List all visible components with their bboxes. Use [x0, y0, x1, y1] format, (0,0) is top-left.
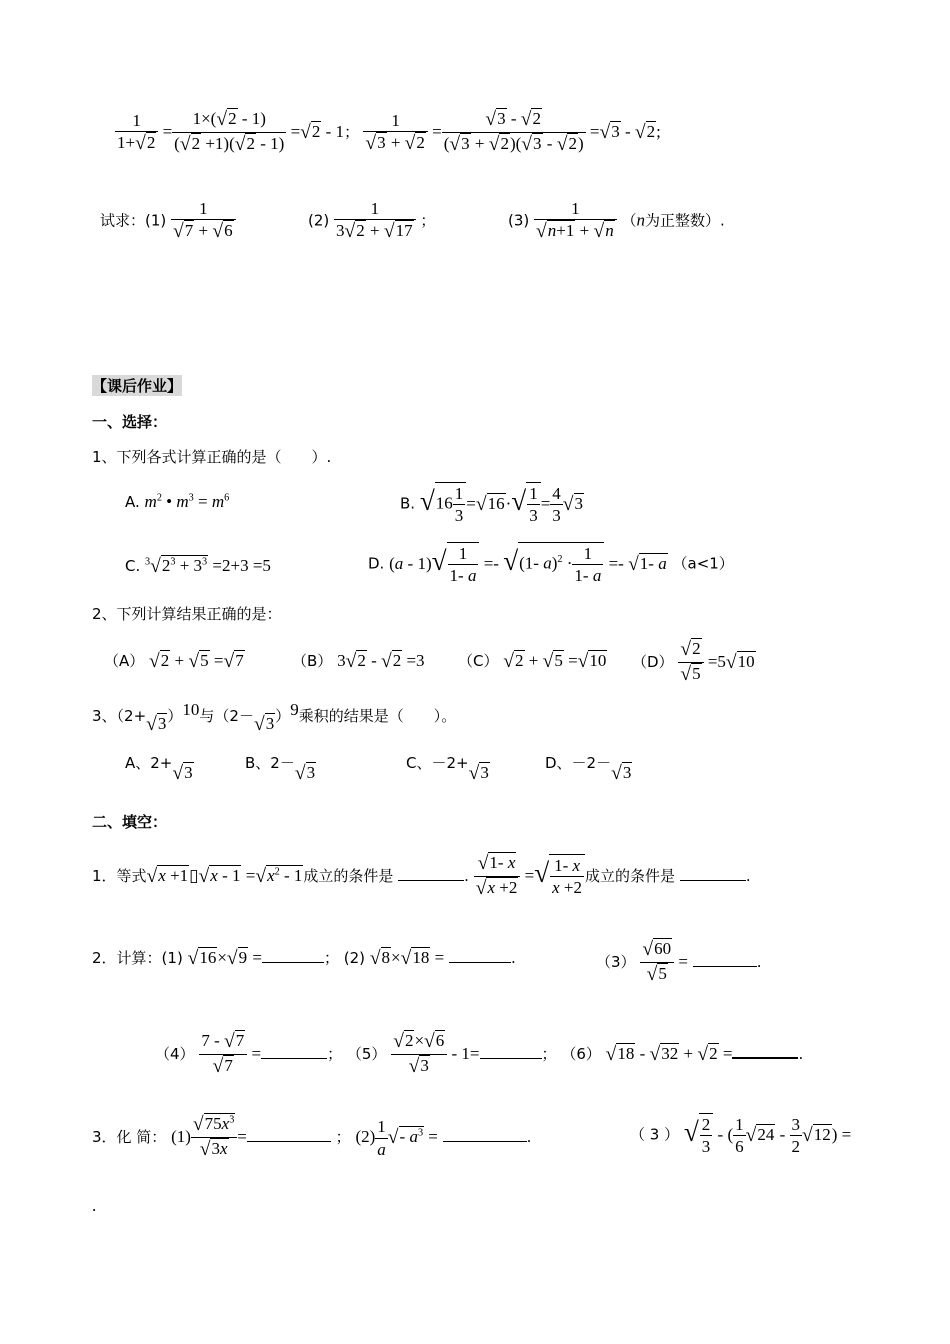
- f2-dot-1: .: [511, 949, 516, 967]
- sep: ；: [344, 122, 360, 141]
- f2-semi-1: ；: [323, 949, 339, 967]
- q2-option-c: （C） √2 + √5 =√10: [458, 650, 607, 672]
- q3-part-a: 3、（2+: [92, 707, 147, 725]
- f3-dot: .: [526, 1127, 532, 1146]
- q3-c-label: C、－2+: [406, 754, 469, 772]
- q1-option-a: A. $m^2$ • $m^3 = m^6$: [125, 492, 230, 511]
- q3-stem: 3、$(2+√3)^{10}$与$(2-√3)^9$乘积的结果是（ ）。: [92, 700, 457, 735]
- q2-option-d: （D） $\frac{√2}{√5}$ =5√10: [632, 638, 756, 688]
- f1-label: 1．等式: [92, 866, 147, 885]
- homework-title: 【课后作业】: [92, 377, 183, 395]
- q3-option-a: A、2+√3: [125, 754, 193, 784]
- f2-blank-5[interactable]: [480, 1057, 542, 1059]
- f1-dot: .: [464, 866, 469, 885]
- q3-b-label: B、2－: [245, 754, 295, 772]
- q1-b-label: B.: [400, 494, 416, 513]
- f3-p1: (1): [171, 1126, 191, 1146]
- f2-p3: （3）: [596, 952, 636, 971]
- f3-label: 3．化 简：: [92, 1127, 167, 1146]
- q2-b-label: （B）: [292, 652, 333, 670]
- fill-2-row1: 2．计算：(1) √16×√9 = ； (2) √8×√18 = .: [92, 947, 516, 969]
- f2-p4: （4）: [155, 1044, 195, 1063]
- q1-c-label: C.: [125, 557, 141, 575]
- f1-blank-2[interactable]: [680, 879, 746, 881]
- f3-blank-1[interactable]: [247, 1140, 331, 1142]
- try-label: 试求：(1): [100, 211, 167, 230]
- q1-a-label: A.: [125, 493, 140, 511]
- q3-exp-10: 10: [182, 700, 200, 719]
- q2-d-label: （D）: [632, 652, 674, 671]
- q2-c-label: （C）: [458, 652, 499, 670]
- q3-option-b: B、2－√3: [245, 754, 316, 784]
- q2-option-b: （B） 3√2 - √2 =3: [292, 650, 425, 672]
- q3-exp-9: 9: [290, 700, 299, 719]
- f1-dot-2: .: [745, 866, 751, 885]
- f3-blank-2[interactable]: [443, 1140, 527, 1142]
- try-p3-label: (3): [508, 211, 530, 230]
- f2-p5: （5）: [346, 1044, 387, 1063]
- q1-d-label: D.: [368, 554, 385, 573]
- q1-option-b: B. √16 $\frac{1}{3}$ =√16·√ $\frac{1}{3}$ = $\frac{4}{3}$ √3: [400, 484, 584, 526]
- q2-a-label: （A）: [104, 652, 145, 670]
- f2-dot-2: .: [756, 952, 762, 971]
- fill-2-p3: （3） $\frac{√60}{√5}$ = .: [596, 938, 761, 988]
- fill-1: 1．等式√x +1▯√x - $1 =√x^2 - 1$成立的条件是 . $\frac{√1- x}{√x +2}$ =√ $\frac{1- x}{x +2}$ 成立的条件是 .: [92, 852, 751, 902]
- f2-p6: （6）: [561, 1044, 601, 1063]
- q1-d-note: （a<1）: [672, 554, 734, 573]
- try-p2-label: (2): [308, 211, 330, 230]
- q2-stem: 2、下列计算结果正确的是：: [92, 605, 282, 623]
- q3-a-label: A、2+: [125, 754, 173, 772]
- f2-semi-3: ；: [541, 1044, 557, 1063]
- q1-stem: 1、下列各式计算正确的是（ ）.: [92, 448, 332, 466]
- f3-semi: ；: [335, 1127, 351, 1146]
- try-p3-note-b: 为正整数）.: [644, 211, 725, 230]
- try-p2: (2) $\frac{1}{3√2 + √17}$ ；: [308, 198, 435, 245]
- part1-heading: 一、选择：: [92, 413, 168, 431]
- f2-semi-2: ；: [327, 1044, 343, 1063]
- q3-option-c: C、－2+√3: [406, 754, 489, 784]
- try-p3: (3) $\frac{1}{√n+1 + √n}$ （n为正整数）.: [508, 198, 725, 245]
- q3-part-c: 与（2－: [199, 707, 254, 725]
- f2-blank-3[interactable]: [693, 965, 757, 967]
- try-p2-end: ；: [420, 211, 436, 230]
- f2-blank-1[interactable]: [262, 961, 324, 963]
- q3-part-b2: ）: [275, 707, 291, 725]
- try-p3-note-a: （: [621, 211, 637, 230]
- q3-part-b: ）: [167, 707, 183, 725]
- try-p3-n: n: [636, 210, 645, 230]
- f2-blank-2[interactable]: [449, 961, 511, 963]
- f1-cond-1: 成立的条件是: [303, 866, 394, 885]
- q3-option-d: D、－2－√3: [545, 754, 632, 784]
- example-end: ;: [656, 121, 661, 141]
- fill-3-p3: （ 3 ） √ $\frac{2}{3}$ - ( $\frac{1}{6}$ √24 - $\frac{3}{2}$ √12) =: [630, 1115, 852, 1157]
- f1-blank-1[interactable]: [398, 879, 464, 881]
- f2-blank-4[interactable]: [261, 1057, 327, 1059]
- f3-p3: （ 3 ）: [630, 1125, 680, 1144]
- q3-d-label: D、－2－: [545, 754, 612, 772]
- part2-heading: 二、填空：: [92, 813, 168, 831]
- end-dot: .: [92, 1196, 97, 1215]
- f3-p2: (2): [355, 1126, 376, 1146]
- try-line: 试求：(1) $\frac{1}{√7 + √6}$: [100, 198, 236, 245]
- f2-label: 2．计算：(1): [92, 949, 183, 967]
- fill-2-row2: （4） $\frac{7 - √7}{√7}$ = ； （5） $\frac{√2\times√6}{√3}$ - 1= ； （6） √18 - √32 + √2 = .: [155, 1030, 803, 1080]
- q2-option-a: （A） √2 + √5 =√7: [104, 650, 244, 672]
- f1-cond-2: 成立的条件是: [585, 866, 676, 885]
- fill-3: 3．化 简： (1) $\frac{√75x^3}{√3x}$ = ； (2) $\frac{1}{a}$ √- $a^3$ = .: [92, 1113, 531, 1163]
- q1-option-d: D. (a - 1)√ $\frac{1}{1- a}$ =- √(1- a)$^2$ · $\frac{1}{1- a}$ =- √1- a （a<1）: [368, 544, 734, 586]
- q1-option-c: C. $^3√2^3 + 3^3 =2+3 =5$: [125, 555, 271, 577]
- f2-p2: (2): [343, 949, 366, 967]
- f2-dot-3: .: [798, 1044, 804, 1063]
- example-line: $\frac{1}{1+√2}$ = $\frac{1\times(√2 - 1)}{(√2 +1)(√2 - 1)}$ =√2 - 1； $\frac{1}{√3 + √2}$ = $\frac{√3 - √2}{(√3 + √2)(√3 - √2)}$ =√3 - √2;: [115, 108, 661, 158]
- f2-blank-6[interactable]: [732, 1056, 798, 1059]
- q3-part-d: 乘积的结果是（ ）。: [298, 707, 457, 725]
